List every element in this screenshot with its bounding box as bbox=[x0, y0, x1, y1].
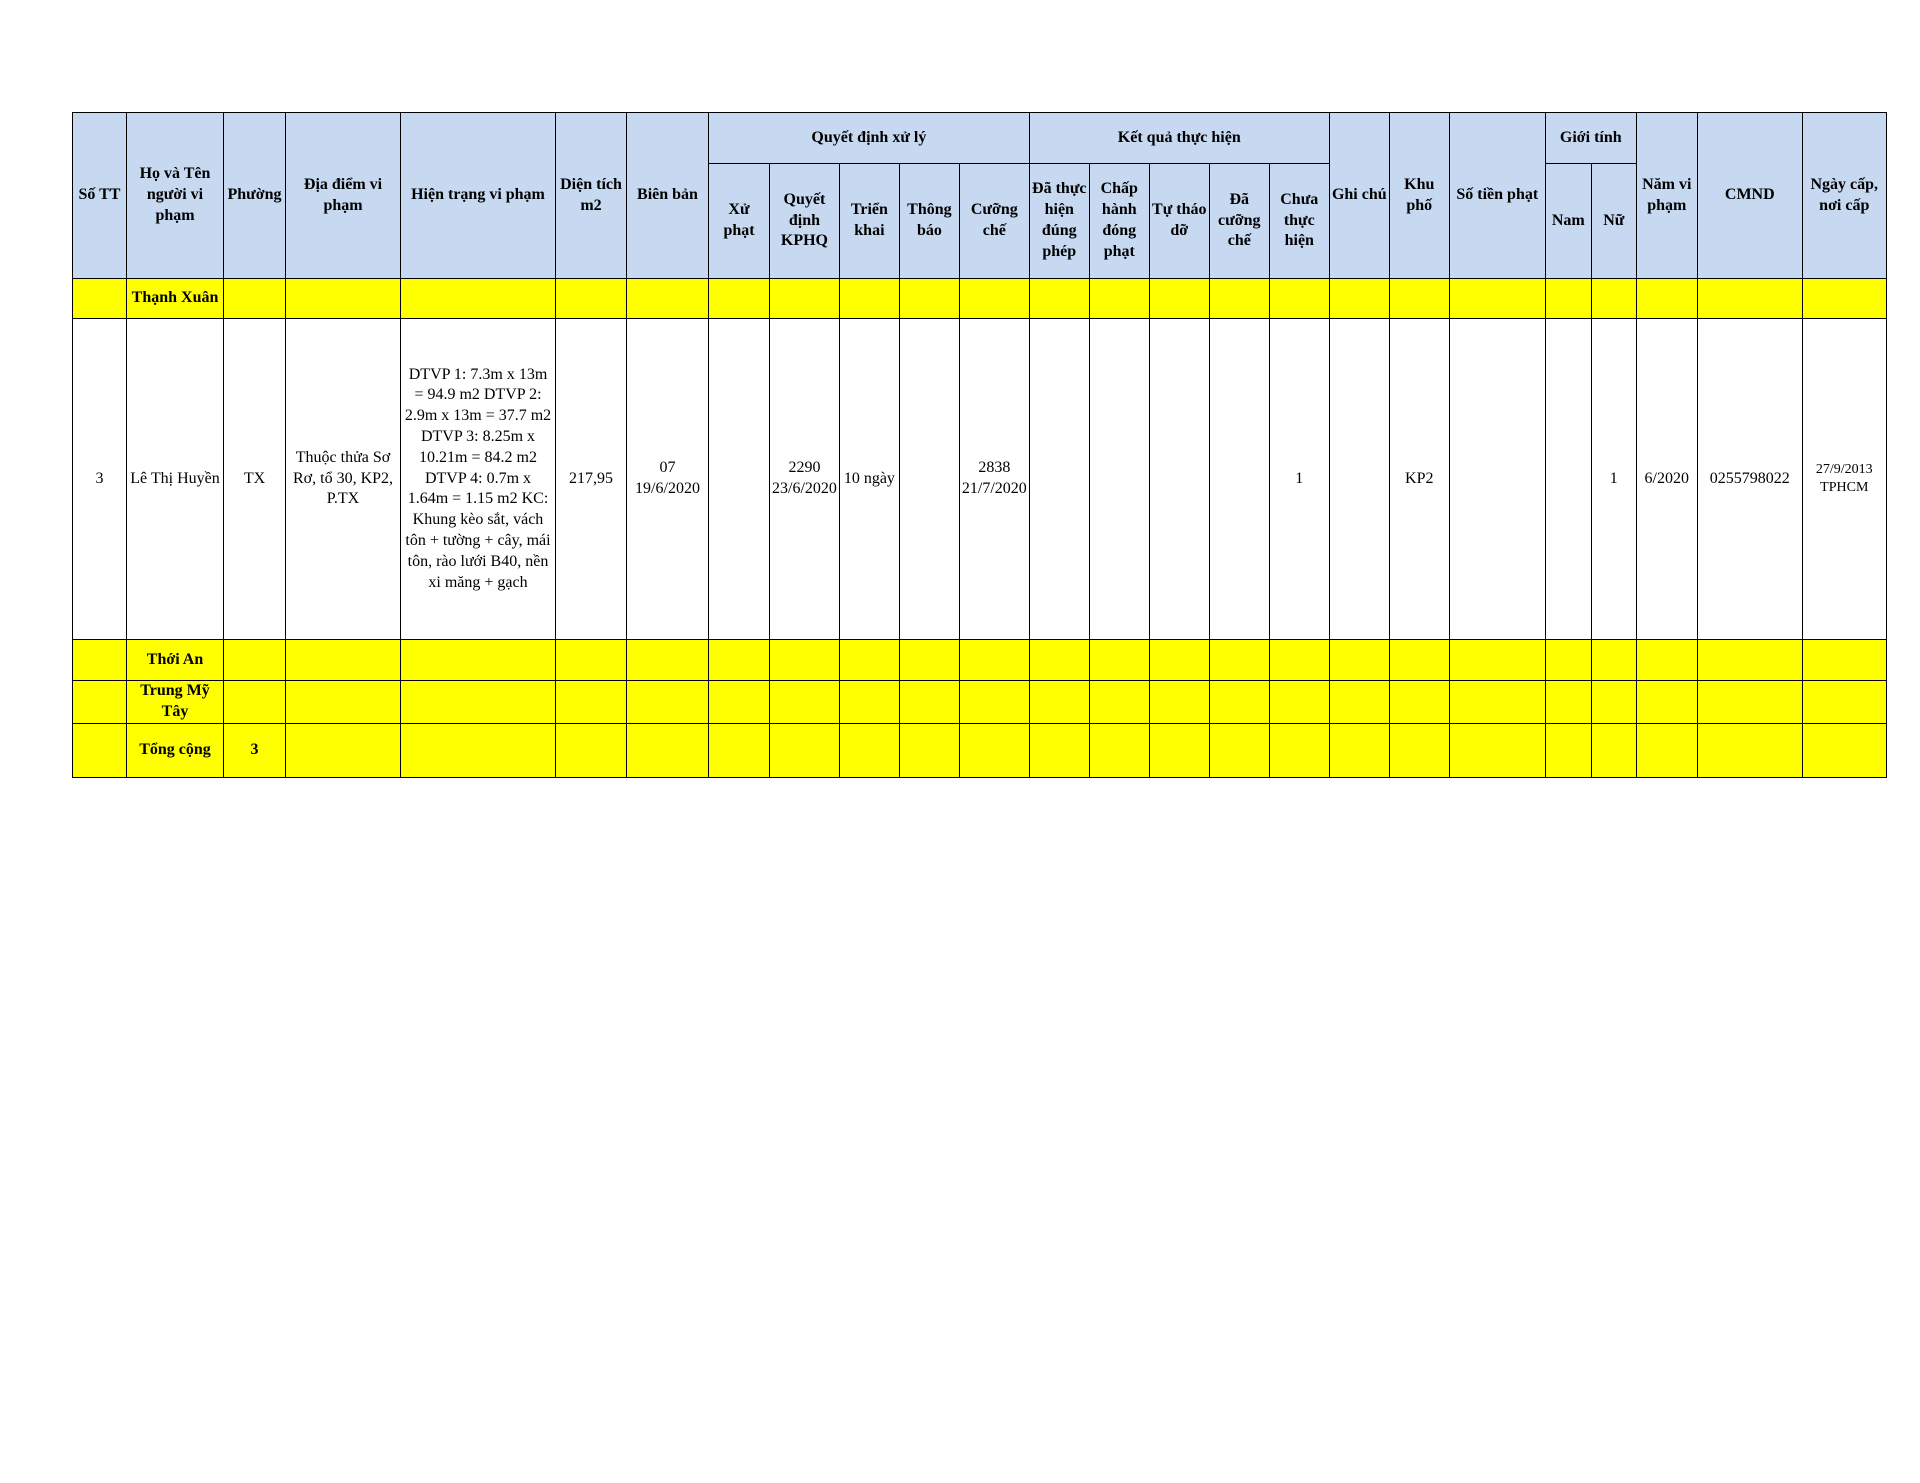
header-tu-thao-do: Tự tháo dỡ bbox=[1149, 164, 1209, 279]
header-thong-bao: Thông báo bbox=[899, 164, 959, 279]
cell-nam-vi-pham: 6/2020 bbox=[1636, 319, 1697, 640]
header-gioi-tinh-group: Giới tính bbox=[1545, 113, 1636, 164]
cell-hien-trang: DTVP 1: 7.3m x 13m = 94.9 m2 DTVP 2: 2.9m x 13m = 37.7 m2 DTVP 3: 8.25m x 10.21m = 84.2 m2 DTVP 4: 0.7m x 1.64m = 1.15 m2 KC: Khung kèo sắt, vách tôn + tường + cây, mái tôn, rào lưới B40, nền xi măng + gạch bbox=[401, 319, 556, 640]
cell-chua-thuc-hien: 1 bbox=[1269, 319, 1329, 640]
cell-dien-tich: 217,95 bbox=[556, 319, 627, 640]
cell-bien-ban: 07 19/6/2020 bbox=[627, 319, 709, 640]
cell-qd-kphq: 2290 23/6/2020 bbox=[770, 319, 840, 640]
header-khu-pho: Khu phố bbox=[1389, 113, 1449, 279]
header-cmnd: CMND bbox=[1697, 113, 1802, 279]
cell-ngay-cap: 27/9/2013 TPHCM bbox=[1802, 319, 1886, 640]
group-row-thoi-an bbox=[73, 640, 1887, 681]
group-label: Thới An bbox=[127, 640, 224, 681]
header-ghi-chu: Ghi chú bbox=[1329, 113, 1389, 279]
header-xu-phat: Xử phạt bbox=[709, 164, 770, 279]
header-ngay-cap: Ngày cấp, nơi cấp bbox=[1802, 113, 1886, 279]
header-nam-vi-pham: Năm vi phạm bbox=[1636, 113, 1697, 279]
header-da-cuong-che: Đã cưỡng chế bbox=[1209, 164, 1269, 279]
total-row bbox=[73, 723, 1887, 777]
group-label: Trung Mỹ Tây bbox=[127, 681, 224, 724]
group-row-thanh-xuan bbox=[73, 279, 1887, 319]
header-stt: Số TT bbox=[73, 113, 127, 279]
cell-khu-pho: KP2 bbox=[1389, 319, 1449, 640]
header-hien-trang: Hiện trạng vi phạm bbox=[401, 113, 556, 279]
cell-ho-ten: Lê Thị Huyền bbox=[127, 319, 224, 640]
table-row bbox=[73, 319, 1887, 640]
cell-phuong: TX bbox=[224, 319, 286, 640]
cell-cuong-che: 2838 21/7/2020 bbox=[959, 319, 1029, 640]
header-nu: Nữ bbox=[1591, 164, 1636, 279]
header-nam: Nam bbox=[1545, 164, 1591, 279]
group-label: Thạnh Xuân bbox=[127, 279, 224, 319]
cell-nu: 1 bbox=[1591, 319, 1636, 640]
cell-xu-phat bbox=[709, 319, 770, 640]
header-da-thuc-hien: Đã thực hiện đúng phép bbox=[1029, 164, 1089, 279]
cell-cmnd: 0255798022 bbox=[1697, 319, 1802, 640]
header-chua-thuc-hien: Chưa thực hiện bbox=[1269, 164, 1329, 279]
header-so-tien-phat: Số tiền phạt bbox=[1449, 113, 1545, 279]
header-dia-diem: Địa điểm vi phạm bbox=[286, 113, 401, 279]
header-quyet-dinh-group: Quyết định xử lý bbox=[709, 113, 1030, 164]
header-cuong-che: Cưỡng chế bbox=[959, 164, 1029, 279]
cell-trien-khai: 10 ngày bbox=[839, 319, 899, 640]
header-ket-qua-group: Kết quả thực hiện bbox=[1029, 113, 1329, 164]
group-row-trung-my-tay bbox=[73, 681, 1887, 724]
cell-thong-bao bbox=[899, 319, 959, 640]
total-value: 3 bbox=[224, 723, 286, 777]
header-trien-khai: Triển khai bbox=[839, 164, 899, 279]
cell-stt: 3 bbox=[73, 319, 127, 640]
header-chap-hanh: Chấp hành đóng phạt bbox=[1089, 164, 1149, 279]
header-qd-kphq: Quyết định KPHQ bbox=[770, 164, 840, 279]
header-bien-ban: Biên bản bbox=[627, 113, 709, 279]
cell-dia-diem: Thuộc thửa Sơ Rơ, tổ 30, KP2, P.TX bbox=[286, 319, 401, 640]
total-label: Tổng cộng bbox=[127, 723, 224, 777]
header-ho-ten: Họ và Tên người vi phạm bbox=[127, 113, 224, 279]
header-dien-tich: Diện tích m2 bbox=[556, 113, 627, 279]
header-phuong: Phường bbox=[224, 113, 286, 279]
violation-table bbox=[72, 112, 1887, 778]
